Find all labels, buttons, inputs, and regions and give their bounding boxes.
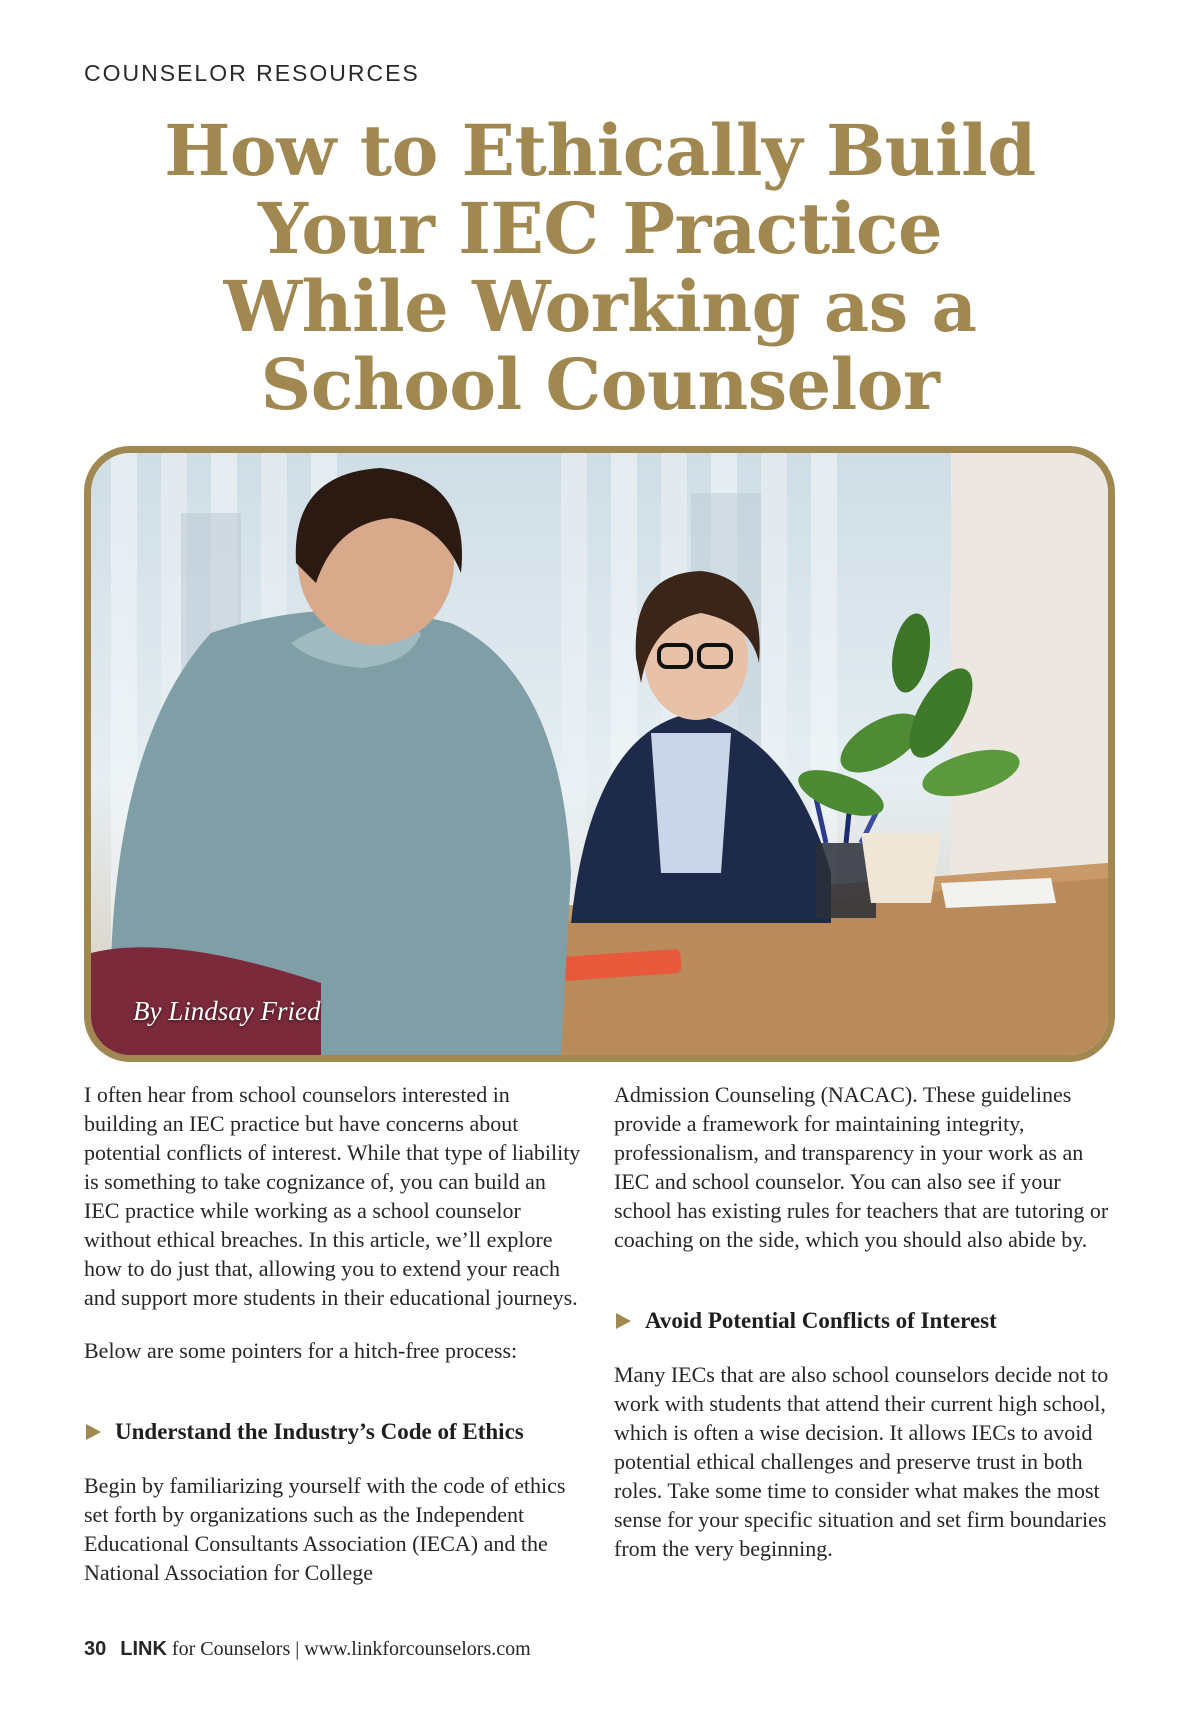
hero-photo: [84, 446, 1115, 1062]
headline-line-2: Your IEC Practice: [258, 187, 942, 270]
triangle-bullet-icon: [616, 1313, 631, 1329]
page-number: 30: [84, 1638, 107, 1660]
code-of-ethics-paragraph: Begin by familiarizing yourself with the code of ethics set forth by organizations such as the Independent Educational Consultants Association (IECA) and the National Association for College: [84, 1473, 566, 1585]
counseling-session-illustration: [91, 453, 1108, 1055]
headline-line-3: While Working as a: [223, 265, 977, 348]
subhead-code-of-ethics-text: Understand the Industry’s Code of Ethics: [115, 1419, 524, 1444]
subhead-conflicts-of-interest: [614, 1306, 1114, 1336]
headline-line-1: How to Ethically Build: [164, 109, 1036, 192]
pointers-paragraph: Below are some pointers for a hitch-free process:: [84, 1338, 518, 1363]
footer-tagline: for Counselors | www.linkforcounselors.com: [166, 1638, 531, 1660]
page-footer: [84, 1638, 531, 1661]
code-of-ethics-paragraph-continued: Admission Counseling (NACAC). These guidelines provide a framework for maintaining integrity, professionalism, and transparency in your work as an IEC and school counselor. You can also see if your school has existing rules for teachers that are tutoring or coaching on the side, which you should also abide by.: [614, 1082, 1109, 1252]
right-column: [614, 1080, 1114, 1563]
subhead-code-of-ethics: [84, 1417, 584, 1447]
author-byline: By Lindsay Fried: [133, 996, 321, 1026]
subhead-conflicts-of-interest-text: Avoid Potential Conflicts of Interest: [645, 1308, 997, 1333]
section-label: COUNSELOR RESOURCES: [84, 60, 420, 86]
headline-line-4: School Counselor: [260, 343, 940, 426]
left-column: [84, 1080, 584, 1587]
triangle-bullet-icon: [86, 1424, 101, 1440]
article-headline: [100, 109, 1100, 426]
magazine-brand: LINK: [120, 1638, 167, 1660]
intro-paragraph: I often hear from school counselors interested in building an IEC practice but have concerns about potential conflicts of interest. While that type of liability is something to take cognizance of, you can build an IEC practice while working as a school counselor without ethical breaches. In this article, we’ll explore how to do just that, allowing you to extend your reach and support more students in their educational journeys.: [84, 1082, 581, 1310]
conflicts-of-interest-paragraph: Many IECs that are also school counselors decide not to work with students that attend their current high school, which is often a wise decision. It allows IECs to avoid potential ethical challenges and preserve trust in both roles. Take some time to consider what makes the most sense for your specific situation and set firm boundaries from the very beginning.: [614, 1362, 1109, 1561]
